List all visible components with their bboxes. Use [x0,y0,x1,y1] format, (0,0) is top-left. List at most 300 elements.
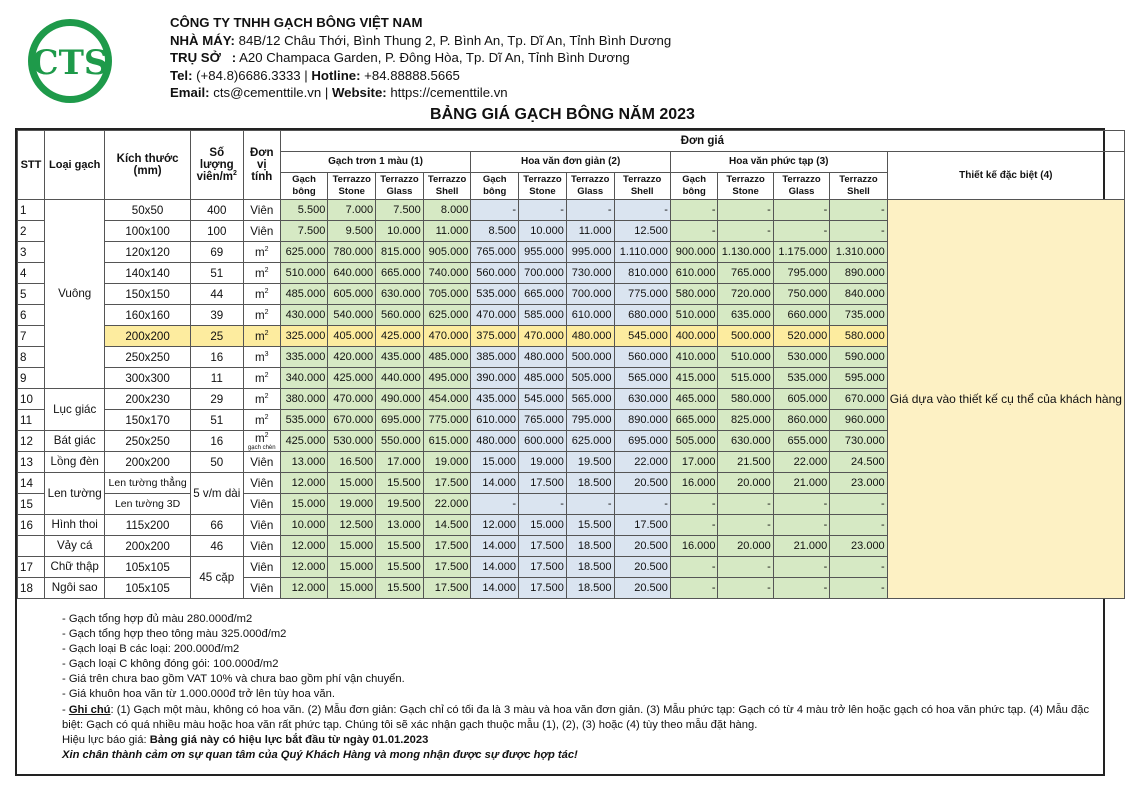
row-unit-text: Viên [250,476,274,490]
row-size: 300x300 [105,368,190,389]
price-cell: - [670,515,718,536]
row-size: 250x250 [105,431,190,452]
price-cell: 7.500 [376,200,424,221]
price-cell: 14.000 [471,557,519,578]
row-type: Ngôi sao [44,578,105,599]
price-cell: 510.000 [670,305,718,326]
price-cell: 400.000 [670,326,718,347]
price-cell: - [718,200,773,221]
price-cell: 825.000 [718,410,773,431]
row-unit [243,473,280,494]
email-label: Email: [170,85,210,101]
website-value[interactable]: https://cementtile.vn [390,85,508,101]
price-cell: 580.000 [830,326,887,347]
price-cell: 10.000 [519,221,567,242]
price-cell: 15.000 [519,515,567,536]
thanks-note: Xin chân thành cảm ơn sự quan tâm của Quý Khách Hàng và mong nhận được sự được hợp tác! [62,748,578,761]
header-special: Thiết kế đặc biệt (4) [887,152,1124,200]
price-cell: 545.000 [519,389,567,410]
price-cell: 7.500 [280,221,328,242]
row-size: 50x50 [105,200,190,221]
price-cell: 530.000 [773,347,830,368]
price-cell: 16.000 [670,473,718,494]
price-cell: 610.000 [670,263,718,284]
price-cell: 600.000 [519,431,567,452]
row-size: 105x105 [105,557,190,578]
price-cell: 700.000 [566,284,614,305]
price-cell: - [614,200,670,221]
price-cell: 680.000 [614,305,670,326]
price-cell: 765.000 [519,410,567,431]
price-cell: 22.000 [773,452,830,473]
row-size: 160x160 [105,305,190,326]
price-cell: 495.000 [423,368,471,389]
price-cell: 22.000 [423,494,471,515]
price-cell: 610.000 [566,305,614,326]
price-cell: 20.500 [614,536,670,557]
price-cell: - [718,515,773,536]
price-cell: 21.000 [773,473,830,494]
page-title: BẢNG GIÁ GẠCH BÔNG NĂM 2023 [430,106,695,123]
price-cell: 655.000 [773,431,830,452]
header-unit: Đơn vị tính [243,131,280,200]
price-cell: 10.000 [280,515,328,536]
price-cell: - [830,221,887,242]
price-cell: 21.500 [718,452,773,473]
header-qty-sup: 2 [233,170,237,178]
price-cell: 385.000 [471,347,519,368]
price-cell: 430.000 [280,305,328,326]
price-cell: 605.000 [328,284,376,305]
price-cell: 15.000 [280,494,328,515]
row-unit-text: m [254,392,265,406]
price-cell: 470.000 [519,326,567,347]
price-cell: 890.000 [830,263,887,284]
price-cell: 380.000 [280,389,328,410]
row-unit-text: Viên [250,560,274,574]
row-type: Lồng đèn [44,452,105,473]
price-cell: 580.000 [718,389,773,410]
row-stt: 12 [18,431,45,452]
price-cell: 5.500 [280,200,328,221]
factory-line [170,32,671,50]
price-cell: 16.500 [328,452,376,473]
row-stt: 18 [18,578,45,599]
price-cell: 17.500 [519,536,567,557]
price-cell: 17.500 [614,515,670,536]
subheader: Terrazzo Stone [519,173,567,200]
row-size: 140x140 [105,263,190,284]
price-cell: 665.000 [376,263,424,284]
price-cell: 420.000 [328,347,376,368]
price-cell: - [566,200,614,221]
validity-text: Bảng giá này có hiệu lực bắt đầu từ ngày 01.01.2023 [149,733,429,746]
row-unit [243,494,280,515]
subheader: Terrazzo Stone [718,173,773,200]
price-cell: 780.000 [328,242,376,263]
price-cell: 765.000 [471,242,519,263]
price-cell: - [718,221,773,242]
price-cell: 435.000 [471,389,519,410]
price-cell: 750.000 [773,284,830,305]
price-cell: 12.000 [280,557,328,578]
price-cell: 705.000 [423,284,471,305]
note-line: - Gạch tổng hợp đủ màu 280.000đ/m2 [62,613,253,625]
price-cell: 485.000 [519,368,567,389]
price-cell: 390.000 [471,368,519,389]
price-cell: 665.000 [670,410,718,431]
price-cell: 14.000 [471,536,519,557]
row-stt: 2 [18,221,45,242]
note-line: - Gạch loại C không đóng gói: 100.000đ/m2 [62,658,279,671]
price-cell: - [830,557,887,578]
price-cell: 1.130.000 [718,242,773,263]
price-cell: 20.500 [614,473,670,494]
price-cell: 860.000 [773,410,830,431]
price-cell: 670.000 [328,410,376,431]
price-cell: 560.000 [614,347,670,368]
price-cell: 550.000 [376,431,424,452]
row-unit-text: m [254,350,265,364]
row-unit [243,284,280,305]
price-cell: 10.000 [376,221,424,242]
row-qty: 16 [190,347,243,368]
price-cell: - [614,494,670,515]
price-cell: 15.500 [566,515,614,536]
price-cell: 615.000 [423,431,471,452]
price-cell: 1.110.000 [614,242,670,263]
row-stt: 15 [18,494,45,515]
row-qty: 25 [190,326,243,347]
price-cell: 15.000 [471,452,519,473]
price-cell: 454.000 [423,389,471,410]
row-stt: 4 [18,263,45,284]
price-cell: 485.000 [280,284,328,305]
hotline-value: +84.88888.5665 [364,67,460,83]
price-cell: 15.500 [376,578,424,599]
row-size: 250x250 [105,347,190,368]
row-unit-sup: 2 [264,371,269,379]
company-info [170,14,671,102]
price-cell: 590.000 [830,347,887,368]
row-size: 200x200 [105,326,190,347]
price-cell: - [670,557,718,578]
price-cell: 730.000 [566,263,614,284]
row-unit-sup: 2 [264,266,269,274]
price-cell: 625.000 [566,431,614,452]
header-qty-text: Số lượng viên/m [196,147,234,183]
office-label: TRỤ SỞ : [170,50,237,66]
row-size: Len tường thẳng [105,473,190,494]
price-cell: 995.000 [566,242,614,263]
row-stt: 3 [18,242,45,263]
price-cell: 18.500 [566,578,614,599]
price-cell: 470.000 [471,305,519,326]
row-unit [243,263,280,284]
price-cell: 375.000 [471,326,519,347]
price-cell: 530.000 [328,431,376,452]
row-unit-text: Viên [250,539,274,553]
row-qty: 46 [190,536,243,557]
price-cell: 325.000 [280,326,328,347]
row-unit [243,221,280,242]
row-qty: 51 [190,410,243,431]
price-cell: 425.000 [280,431,328,452]
price-cell: 17.500 [423,473,471,494]
price-cell: 625.000 [280,242,328,263]
price-cell: 890.000 [614,410,670,431]
row-size: 200x200 [105,536,190,557]
price-cell: 17.500 [423,536,471,557]
price-cell: 24.500 [830,452,887,473]
price-cell: 695.000 [376,410,424,431]
price-cell: 480.000 [471,431,519,452]
price-cell: 14.000 [471,473,519,494]
price-cell: 335.000 [280,347,328,368]
price-cell: 12.000 [280,473,328,494]
price-cell: 535.000 [471,284,519,305]
price-cell: 20.000 [718,473,773,494]
row-stt: 10 [18,389,45,410]
row-unit [243,326,280,347]
price-cell: 960.000 [830,410,887,431]
price-cell: 735.000 [830,305,887,326]
price-table [17,130,1125,599]
price-cell: 660.000 [773,305,830,326]
ghichu-prefix: - [62,703,69,716]
row-size: 150x170 [105,410,190,431]
ghichu-label: Ghi chú [68,703,111,716]
office-line [170,49,671,67]
price-cell: - [471,200,519,221]
row-unit-text: m [254,287,265,301]
price-cell: 540.000 [328,305,376,326]
price-cell: - [773,557,830,578]
price-cell: - [773,494,830,515]
row-qty: 69 [190,242,243,263]
price-cell: - [830,494,887,515]
price-cell: 19.000 [519,452,567,473]
subheader: Terrazzo Stone [328,173,376,200]
special-design-cell: Giá dựa vào thiết kế cụ thể của khách hàng [887,200,1124,599]
price-cell: 905.000 [423,242,471,263]
subheader: Gạch bông [471,173,519,200]
price-cell: 435.000 [376,347,424,368]
price-cell: 630.000 [614,389,670,410]
price-cell: 415.000 [670,368,718,389]
price-cell: 480.000 [519,347,567,368]
price-cell: 630.000 [718,431,773,452]
price-cell: 500.000 [718,326,773,347]
row-type: Lục giác [44,389,105,431]
row-stt: 8 [18,347,45,368]
price-cell: 695.000 [614,431,670,452]
price-cell: 12.000 [280,536,328,557]
price-cell: 17.500 [423,557,471,578]
row-unit [243,557,280,578]
email-value[interactable]: cts@cementtile.vn [213,85,322,101]
row-stt: 11 [18,410,45,431]
row-unit-text: m [254,371,265,385]
row-size: 200x230 [105,389,190,410]
price-cell: 17.500 [519,557,567,578]
row-stt: 17 [18,557,45,578]
price-cell: 580.000 [670,284,718,305]
note-line: - Giá khuôn hoa văn từ 1.000.000đ trở lên tùy hoa văn. [62,688,335,701]
price-cell: 14.000 [471,578,519,599]
row-unit-text: m [254,245,265,259]
price-cell: 23.000 [830,536,887,557]
row-stt: 13 [18,452,45,473]
row-qty: 29 [190,389,243,410]
price-cell: 775.000 [614,284,670,305]
row-unit-text: Viên [250,455,274,469]
row-unit-text: m [254,308,265,322]
row-unit [243,515,280,536]
row-type: Chữ thập [44,557,105,578]
price-cell: 625.000 [423,305,471,326]
price-cell: 12.000 [280,578,328,599]
price-cell: 535.000 [773,368,830,389]
row-size: 100x100 [105,221,190,242]
price-cell: 840.000 [830,284,887,305]
price-cell: 500.000 [566,347,614,368]
price-cell: 470.000 [328,389,376,410]
price-cell: 795.000 [566,410,614,431]
price-cell: 900.000 [670,242,718,263]
subheader: Terrazzo Shell [614,173,670,200]
ghichu-note [62,703,1102,733]
subheader: Terrazzo Glass [376,173,424,200]
price-cell: 470.000 [423,326,471,347]
price-cell: 730.000 [830,431,887,452]
header-group-3: Hoa văn phức tạp (3) [670,152,887,173]
price-cell: 510.000 [718,347,773,368]
row-size: 120x120 [105,242,190,263]
note-line: - Gạch loại B các loại: 200.000đ/m2 [62,643,240,656]
row-unit [243,578,280,599]
price-cell: 610.000 [471,410,519,431]
note-line: - Gạch tổng hợp theo tông màu 325.000đ/m2 [62,628,287,641]
subheader: Gạch bông [670,173,718,200]
row-qty: 5 v/m dài [190,473,243,515]
price-cell: 465.000 [670,389,718,410]
row-stt: 5 [18,284,45,305]
price-cell: 12.500 [328,515,376,536]
row-stt: 7 [18,326,45,347]
price-cell: 810.000 [614,263,670,284]
row-size: 150x150 [105,284,190,305]
price-cell: 15.000 [328,578,376,599]
price-cell: 640.000 [328,263,376,284]
price-cell: - [670,578,718,599]
contact-line: Email: cts@cementtile.vn | Website: https://cementtile.vn [170,85,508,101]
row-type: Len tường [44,473,105,515]
price-cell: - [519,200,567,221]
row-qty: 51 [190,263,243,284]
price-cell: 12.500 [614,221,670,242]
price-cell: 8.000 [423,200,471,221]
price-cell: 11.000 [423,221,471,242]
price-cell: 15.500 [376,473,424,494]
price-cell: 8.500 [471,221,519,242]
header-price: Đơn giá [280,131,1124,152]
price-cell: 340.000 [280,368,328,389]
price-cell: 515.000 [718,368,773,389]
row-unit-sup: 2 [264,329,269,337]
price-cell: 22.000 [614,452,670,473]
row-size: Len tường 3D [105,494,190,515]
office-address: A20 Champaca Garden, P. Đông Hòa, Tp. Dĩ An, Tỉnh Bình Dương [239,50,630,66]
row-unit [243,347,280,368]
row-unit-sup: 3 [264,350,269,358]
price-cell: 425.000 [376,326,424,347]
row-qty: 11 [190,368,243,389]
price-cell: - [519,494,567,515]
table-row [18,200,1125,221]
price-cell: 520.000 [773,326,830,347]
price-cell: 440.000 [376,368,424,389]
price-cell: 15.000 [328,473,376,494]
row-size: 200x200 [105,452,190,473]
validity-label: Hiệu lực báo giá: [62,733,150,746]
price-cell: 19.000 [328,494,376,515]
price-cell: 560.000 [471,263,519,284]
price-cell: 9.500 [328,221,376,242]
price-cell: 17.500 [423,578,471,599]
price-cell: 11.000 [566,221,614,242]
price-cell: 1.175.000 [773,242,830,263]
price-cell: 21.000 [773,536,830,557]
factory-address: 84B/12 Châu Thới, Bình Thung 2, P. Bình An, Tp. Dĩ An, Tỉnh Bình Dương [238,32,672,48]
header-type: Loại gạch [44,131,105,200]
price-cell: - [773,221,830,242]
row-unit [243,389,280,410]
price-cell: 535.000 [280,410,328,431]
row-size: 115x200 [105,515,190,536]
price-cell: - [830,200,887,221]
price-cell: 15.500 [376,557,424,578]
price-cell: 17.000 [670,452,718,473]
price-cell: 18.500 [566,536,614,557]
row-unit-text: Viên [250,203,274,217]
company-name: CÔNG TY TNHH GẠCH BÔNG VIỆT NAM [170,15,423,30]
ghichu-text: : (1) Gạch một màu, không có hoa văn. (2) Mẫu đơn giản: Gạch chỉ có tối đa là 3 màu và hoa văn đơn giản. (3) Mẫu phức tạp: Gạch có từ 4 màu trở lên hoặc gạch có hoa văn phức tạp. (4) Mẫu đặc biệt: Gạch có quá nhiều màu hoặc hoa văn rất phức tạp. Chúng tôi sẽ xác nhận gạch thuộc mẫu (1), (2), (3) hoặc (4) tùy theo mẫu đặt hàng. [62,703,1090,731]
price-cell: 16.000 [670,536,718,557]
price-cell: 19.500 [376,494,424,515]
notes-section [62,612,1102,763]
header-group-2: Hoa văn đơn giản (2) [471,152,670,173]
row-unit-text: m [254,431,265,445]
row-qty: 39 [190,305,243,326]
price-cell: 18.500 [566,557,614,578]
price-cell: - [718,578,773,599]
subheader: Gạch bông [280,173,328,200]
row-unit [243,536,280,557]
validity-note [62,733,1102,748]
price-table-body [18,200,1125,599]
price-cell: 665.000 [519,284,567,305]
subheader: Terrazzo Shell [830,173,887,200]
price-cell: 19.000 [423,452,471,473]
row-stt: 6 [18,305,45,326]
row-qty: 16 [190,431,243,452]
price-cell: - [773,578,830,599]
row-unit [243,452,280,473]
price-cell: 405.000 [328,326,376,347]
row-unit-sup: 2 [264,308,269,316]
factory-label: NHÀ MÁY: [170,32,235,48]
